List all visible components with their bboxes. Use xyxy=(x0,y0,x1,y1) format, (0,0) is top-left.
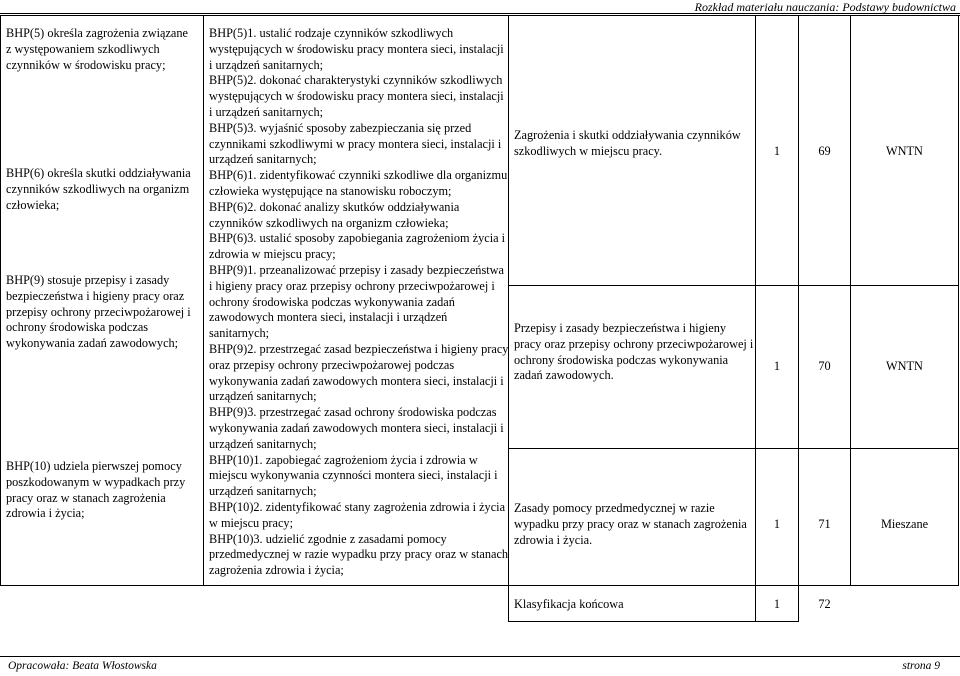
topic-row-1: Zagrożenia i skutki oddziaływania czynników szkodliwych w miejscu pracy. xyxy=(514,128,741,158)
criterion-bhp5-1: BHP(5)1. ustalić rodzaje czynników szkodliwych występujących w środowisku pracy montera sieci, instalacji i urządzeń sanitarnych; xyxy=(209,26,504,72)
col-divider-5 xyxy=(850,15,851,585)
row-1-col-a: 1 xyxy=(773,144,781,158)
criterion-bhp6-3: BHP(6)3. ustalić sposoby zapobiegania zagrożeniom życia i zdrowia w miejscu pracy; xyxy=(209,231,506,262)
row-1-method: WNTN xyxy=(886,144,923,158)
table-right-border xyxy=(958,15,959,585)
col-divider-1 xyxy=(203,15,204,585)
criterion-bhp10-1: BHP(10)1. zapobiegać zagrożeniom życia i zdrowia w miejscu wykonywania czynności montera sieci, instalacji i urządzeń sanitarnych; xyxy=(209,452,498,499)
table-bottom-border xyxy=(0,585,959,586)
final-classification-col-a: 1 xyxy=(773,597,781,611)
final-classification-lesson-number: 72 xyxy=(818,597,831,611)
row-3-lesson-number: 71 xyxy=(818,517,831,531)
criterion-bhp9-1: BHP(9)1. przeanalizować przepisy i zasady bezpieczeństwa i higieny pracy oraz przepisy ochrony przeciwpożarowej i ochrony środowiska podczas wykonywania zadań zawodowych montera sieci, instalacji i urządzeń sanitarnych; xyxy=(209,262,504,341)
final-classification-label: Klasyfikacja końcowa xyxy=(514,597,624,611)
row-divider-2 xyxy=(508,448,959,449)
effect-bhp5: BHP(5) określa zagrożenia związane z występowaniem szkodliwych czynników w środowisku pracy; xyxy=(6,26,188,72)
document-header-title: Rozkład materiału nauczania: Podstawy budownictwa xyxy=(694,0,956,14)
row-3-method: Mieszane xyxy=(880,517,929,531)
criterion-bhp10-3: BHP(10)3. udzielić zgodnie z zasadami pomocy przedmedycznej w razie wypadku przy pracy oraz w stanach zagrożenia zdrowia i życia; xyxy=(209,531,509,578)
footer-divider xyxy=(0,656,960,657)
effect-bhp6: BHP(6) określa skutki oddziaływania czynników szkodliwych na organizm człowieka; xyxy=(6,166,191,212)
criterion-bhp10-2: BHP(10)2. zidentyfikować stany zagrożenia zdrowia i życia w miejscu pracy; xyxy=(209,499,506,530)
criterion-bhp5-3: BHP(5)3. wyjaśnić sposoby zabezpieczania się przed czynnikami szkodliwymi w pracy montera sieci, instalacji i urządzeń sanitarnych; xyxy=(209,120,502,167)
topic-row-3: Zasady pomocy przedmedycznej w razie wypadku przy pracy oraz w stanach zagrożenia zdrowia i życia. xyxy=(514,501,747,547)
criterion-bhp9-2: BHP(9)2. przestrzegać zasad bezpieczeństwa i higieny pracy oraz przepisy ochrony przeciwpożarowej podczas wykonywania zadań zawodowych montera sieci, instalacji i urządzeń sanitarnych; xyxy=(209,341,509,404)
row-2-method: WNTN xyxy=(886,359,923,373)
footer-author: Opracowała: Beata Włostowska xyxy=(8,660,157,672)
criterion-bhp9-3: BHP(9)3. przestrzegać zasad ochrony środowiska podczas wykonywania zadań zawodowych montera sieci, instalacji i urządzeń sanitarnych; xyxy=(209,405,504,451)
table-left-border xyxy=(0,15,1,585)
table-top-border xyxy=(0,15,960,16)
footer-page-number: strona 9 xyxy=(902,660,940,672)
criterion-bhp5-2: BHP(5)2. dokonać charakterystyki czynników szkodliwych występujących w środowisku pracy montera sieci, instalacji i urządzeń sanitarnych; xyxy=(209,73,504,119)
row-2-lesson-number: 70 xyxy=(818,359,831,373)
criteria-list xyxy=(209,26,509,579)
criterion-bhp6-1: BHP(6)1. zidentyfikować czynniki szkodliwe dla organizmu człowieka występujące na stanowisku roboczym; xyxy=(209,168,508,198)
summary-bottom-border xyxy=(508,621,799,622)
row-2-col-a: 1 xyxy=(773,359,781,373)
effect-bhp9: BHP(9) stosuje przepisy i zasady bezpieczeństwa i higieny pracy oraz przepisy ochrony przeciwpożarowej i ochrony środowiska podczas wykonywania zadań zawodowych; xyxy=(6,273,191,351)
row-divider-1 xyxy=(508,285,959,286)
criterion-bhp6-2: BHP(6)2. dokonać analizy skutków oddziaływania czynników szkodliwych na organizm człowieka; xyxy=(209,199,460,230)
header-divider xyxy=(0,13,960,14)
row-1-lesson-number: 69 xyxy=(818,144,831,158)
topic-row-2: Przepisy i zasady bezpieczeństwa i higieny pracy oraz przepisy ochrony przeciwpożarowej i ochrony środowiska podczas wykonywania zadań zawodowych. xyxy=(514,321,754,383)
effect-bhp10: BHP(10) udziela pierwszej pomocy poszkodowanym w wypadkach przy pracy oraz w stanach zagrożenia zdrowia i życia; xyxy=(6,459,186,521)
row-3-col-a: 1 xyxy=(773,517,781,531)
